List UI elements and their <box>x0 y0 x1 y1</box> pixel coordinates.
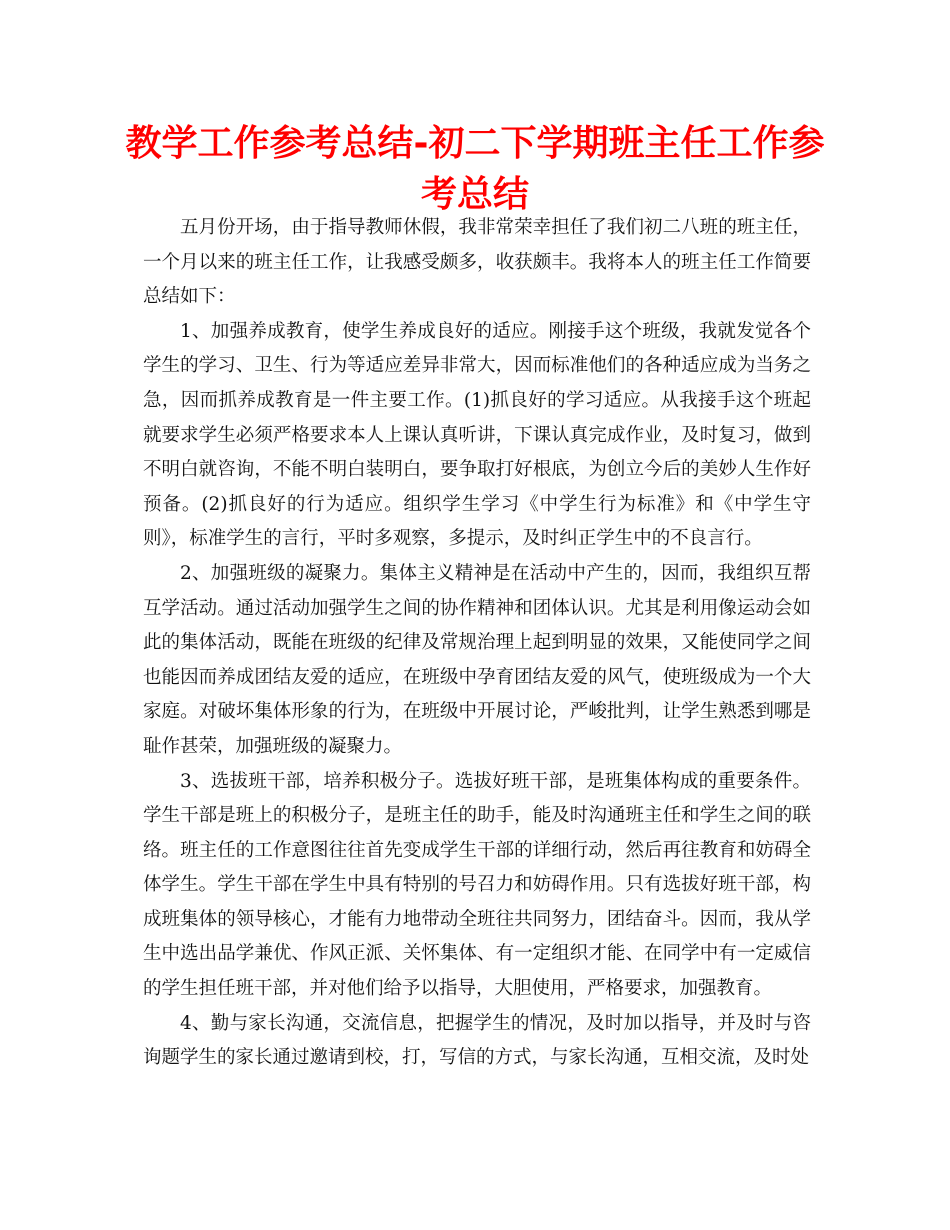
document-title: 教学工作参考总结-初二下学期班主任工作参考总结 <box>125 123 825 215</box>
intro-paragraph: 五月份开场，由于指导教师休假，我非常荣幸担任了我们初二八班的班主任，一个月以来的班主任工作，让我感受颇多，收获颇丰。我将本人的班主任工作简要总结如下： <box>143 217 811 308</box>
paragraph-4: 4、勤与家长沟通，交流信息，把握学生的情况，及时加以指导，并及时与咨询题学生的家长通过邀请到校，打，写信的方式，与家长沟通，互相交流，及时处 <box>143 1012 811 1069</box>
paragraph-1: 1、加强养成教育，使学生养成良好的适应。刚接手这个班级，我就发觉各个学生的学习、卫生、行为等适应差异非常大，因而标准他们的各种适应成为当务之急，因而抓养成教育是一件主要工作。(1)抓良好的学习适应。从我接手这个班起就要求学生必须严格要求本人上课认真听讲，下课认真完成作业，及时复习，做到不明白就咨询，不能不明白装明白，要争取打好根底，为创立今后的美妙人生作好预备。(2)抓良好的行为适应。组织学生学习《中学生行为标准》和《中学生守则》，标准学生的言行，平时多观察，多提示，及时纠正学生中的不良言行。 <box>143 320 811 550</box>
paragraph-3: 3、选拔班干部，培养积极分子。选拔好班干部，是班集体构成的重要条件。学生干部是班上的积极分子，是班主任的助手，能及时沟通班主任和学生之间的联络。班主任的工作意图往往首先变成学生干部的详细行动，然后再往教育和妨碍全体学生。学生干部在学生中具有特别的号召力和妨碍作用。只有选拔好班干部，构成班集体的领导核心，才能有力地带动全班往共同努力，团结奋斗。因而，我从学生中选出品学兼优、作风正派、关怀集体、有一定组织才能、在同学中有一定威信的学生担任班干部，并对他们给予以指导，大胆使用，严格要求，加强教育。 <box>143 770 811 1000</box>
document-body <box>143 211 811 1076</box>
paragraph-2: 2、加强班级的凝聚力。集体主义精神是在活动中产生的，因而，我组织互帮互学活动。通过活动加强学生之间的协作精神和团体认识。尤其是利用像运动会如此的集体活动，既能在班级的纪律及常规治理上起到明显的效果，又能使同学之间也能因而养成团结友爱的适应，在班级中孕育团结友爱的风气，使班级成为一个大家庭。对破坏集体形象的行为，在班级中开展讨论，严峻批判，让学生熟悉到哪是耻作甚荣，加强班级的凝聚力。 <box>143 562 811 757</box>
